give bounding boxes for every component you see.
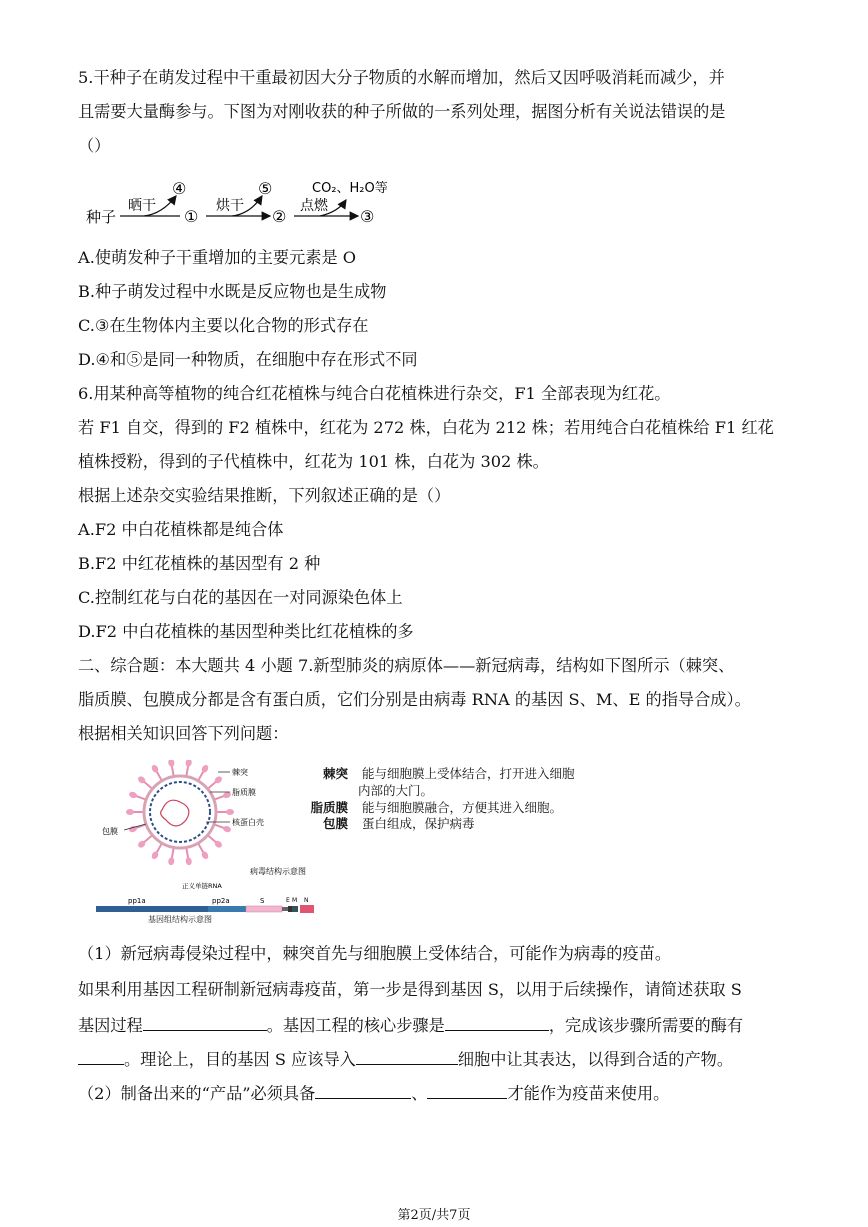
q7-text-g: 、 bbox=[411, 1084, 428, 1103]
gene-pp1a-label: pp1a bbox=[128, 897, 146, 905]
spike-stem bbox=[186, 847, 188, 858]
spike-head bbox=[150, 850, 159, 860]
caption-rna: 正义单链RNA bbox=[182, 882, 222, 890]
gene-n-label: N bbox=[304, 897, 309, 904]
spike-head bbox=[126, 809, 134, 815]
page-footer: 第2页/共7页 bbox=[397, 1208, 471, 1223]
spike-stem bbox=[157, 771, 163, 781]
legend-desc-spike-1: 能与细胞膜上受体结合，打开进入细胞 bbox=[361, 766, 575, 781]
spike-stem bbox=[208, 835, 216, 842]
spike-head bbox=[128, 825, 138, 833]
gene-s-bar bbox=[246, 906, 282, 912]
q7-part1-line1: （1）新冠病毒侵染过程中，棘突首先与细胞膜上受体结合，可能作为病毒的疫苗。 bbox=[78, 944, 672, 963]
q5-stem-line2: 且需要大量酶参与。下图为对刚收获的种子所做的一系列处理，据图分析有关说法错误的是 bbox=[78, 102, 726, 121]
q7-text-h: 才能作为疫苗来使用。 bbox=[507, 1084, 670, 1103]
spike-stem bbox=[172, 847, 174, 858]
answer-blank-host-cell[interactable] bbox=[356, 1046, 458, 1065]
section2-line3: 根据相关知识回答下列问题： bbox=[78, 724, 289, 743]
label-envelope: 包膜 bbox=[102, 827, 118, 836]
diagram-product-1: ① bbox=[184, 207, 199, 226]
spike-head bbox=[128, 791, 138, 799]
q5-option-d: D.④和⑤是同一种物质，在细胞中存在形式不同 bbox=[78, 350, 418, 369]
diagram-out-5: ⑤ bbox=[258, 179, 273, 198]
diagram-step-oven-dry: 烘干 bbox=[216, 198, 244, 214]
answer-blank-property-1[interactable] bbox=[315, 1080, 411, 1099]
q6-option-b: B.F2 中红花植株的基因型有 2 种 bbox=[78, 554, 321, 573]
spike-head bbox=[185, 857, 192, 866]
legend-key-spike: 棘突 bbox=[322, 766, 348, 781]
q7-text-b: 。基因工程的核心步骤是 bbox=[266, 1016, 445, 1035]
q7-text-c: ，完成该步骤所需要的酶有 bbox=[548, 1016, 744, 1035]
q7-part1-line4 bbox=[78, 1046, 790, 1072]
answer-blank-property-2[interactable] bbox=[427, 1080, 507, 1099]
q7-text-a: 基因过程 bbox=[78, 1016, 143, 1035]
spike-stem bbox=[214, 824, 224, 828]
diagram-product-3: ③ bbox=[360, 207, 375, 226]
caption-virus-structure: 病毒结构示意图 bbox=[250, 867, 306, 876]
diagram-step-ignite: 点燃 bbox=[300, 198, 328, 214]
virus-structure-figure bbox=[90, 760, 320, 920]
gene-pp1a-bar bbox=[96, 906, 208, 912]
spike-head bbox=[226, 809, 234, 815]
section2-line2: 脂质膜、包膜成分都是含有蛋白质，它们分别是由病毒 RNA 的基因 S、M、E 的指导合成）。 bbox=[78, 690, 751, 709]
legend-desc-envelope: 蛋白组成，保护病毒 bbox=[361, 816, 475, 831]
legend-desc-spike-2: 内部的大门。 bbox=[358, 783, 434, 798]
q7-part2-line bbox=[78, 1080, 790, 1106]
diagram-seed: 种子 bbox=[86, 208, 117, 226]
spike-head bbox=[185, 760, 192, 767]
spike-stem bbox=[157, 843, 163, 853]
q5-stem-line3: （） bbox=[78, 136, 111, 155]
gene-m-label: M bbox=[292, 897, 298, 904]
q7-text-f: （2）制备出来的“产品”必须具备 bbox=[78, 1084, 316, 1103]
q6-option-c: C.控制红花与白花的基因在一对同源染色体上 bbox=[78, 588, 403, 607]
spike-head bbox=[168, 760, 175, 767]
spike-stem bbox=[208, 782, 216, 789]
diagram-out-co2-h2o: CO₂、H₂O等 bbox=[312, 181, 388, 196]
q5-stem-line1: 5.干种子在萌发过程中干重最初因大分子物质的水解而增加，然后又因呼吸消耗而减少，并 bbox=[78, 68, 725, 87]
q6-stem-line4: 根据上述杂交实验结果推断，下列叙述正确的是（） bbox=[78, 486, 451, 505]
label-spike: 棘突 bbox=[232, 768, 248, 777]
gene-s-label: S bbox=[260, 897, 265, 905]
q6-stem-line1: 6.用某种高等植物的纯合红花植株与纯合白花植株进行杂交，F1 全部表现为红花。 bbox=[78, 384, 671, 403]
legend-key-envelope: 包膜 bbox=[322, 816, 348, 831]
diagram-step-sun-dry: 晒干 bbox=[128, 198, 156, 214]
spike-head bbox=[200, 850, 209, 860]
spike-head bbox=[150, 764, 159, 774]
gene-pp2a-bar bbox=[208, 906, 246, 912]
caption-genome: 基因组结构示意图 bbox=[148, 915, 212, 924]
q5-option-c: C.③在生物体内主要以化合物的形式存在 bbox=[78, 316, 369, 335]
gene-pp2a-label: pp2a bbox=[212, 897, 230, 905]
gene-gap-bar bbox=[282, 907, 288, 911]
gene-e-label: E bbox=[286, 897, 290, 904]
spike-stem bbox=[198, 771, 204, 781]
seed-processing-diagram bbox=[84, 176, 414, 236]
q7-text-d: 。理论上，目的基因 S 应该导入 bbox=[124, 1050, 356, 1069]
q6-stem-line3: 植株授粉，得到的子代植株中，红花为 101 株，白花为 302 株。 bbox=[78, 452, 549, 471]
spike-head bbox=[168, 857, 175, 866]
label-capsid: 核蛋白壳 bbox=[232, 818, 264, 827]
diagram-out-4: ④ bbox=[172, 179, 187, 198]
spike-head bbox=[222, 825, 232, 833]
legend-row-spike bbox=[308, 766, 575, 782]
spike-stem bbox=[198, 843, 204, 853]
legend-desc-lipid: 能与细胞膜融合，方便其进入细胞。 bbox=[361, 800, 562, 815]
spike-stem bbox=[186, 766, 188, 777]
q7-text-e: 细胞中让其表达，以得到合适的产物。 bbox=[457, 1050, 734, 1069]
gene-e-bar bbox=[288, 906, 292, 912]
section2-line1: 二、综合题：本大题共 4 小题 7.新型肺炎的病原体——新冠病毒，结构如下图所示（棘突、 bbox=[78, 656, 735, 675]
q7-part1-line3 bbox=[78, 1012, 790, 1038]
answer-blank-core-step[interactable] bbox=[445, 1012, 549, 1031]
legend-key-lipid: 脂质膜 bbox=[310, 800, 348, 815]
spike-stem bbox=[172, 766, 174, 777]
spike-head bbox=[200, 764, 209, 774]
answer-blank-get-s-gene[interactable] bbox=[143, 1012, 267, 1031]
q6-option-a: A.F2 中白花植株都是纯合体 bbox=[78, 520, 284, 539]
gene-m-bar bbox=[292, 906, 298, 912]
q6-stem-line2: 若 F1 自交，得到的 F2 植株中，红花为 272 株，白花为 212 株；若用纯合白花植株给 F1 红花 bbox=[78, 418, 774, 437]
q6-option-d: D.F2 中白花植株的基因型种类比红花植株的多 bbox=[78, 622, 414, 641]
virus-lipid-membrane bbox=[150, 782, 210, 842]
spike-stem bbox=[214, 796, 224, 800]
label-lipid-membrane: 脂质膜 bbox=[232, 788, 256, 797]
gene-n-bar bbox=[300, 905, 314, 913]
diagram-product-2: ② bbox=[272, 207, 287, 226]
spike-stem bbox=[144, 782, 152, 789]
spike-stem bbox=[136, 796, 146, 800]
q7-part1-line2: 如果利用基因工程研制新冠病毒疫苗，第一步是得到基因 S，以用于后续操作，请简述获取 S bbox=[78, 980, 742, 999]
spike-stem bbox=[144, 835, 152, 842]
q5-option-b: B.种子萌发过程中水既是反应物也是生成物 bbox=[78, 282, 387, 301]
legend-row-envelope bbox=[308, 816, 475, 832]
answer-blank-enzymes[interactable] bbox=[78, 1046, 124, 1065]
q5-option-a: A.使萌发种子干重增加的主要元素是 O bbox=[78, 248, 357, 267]
legend-row-lipid bbox=[300, 800, 562, 816]
